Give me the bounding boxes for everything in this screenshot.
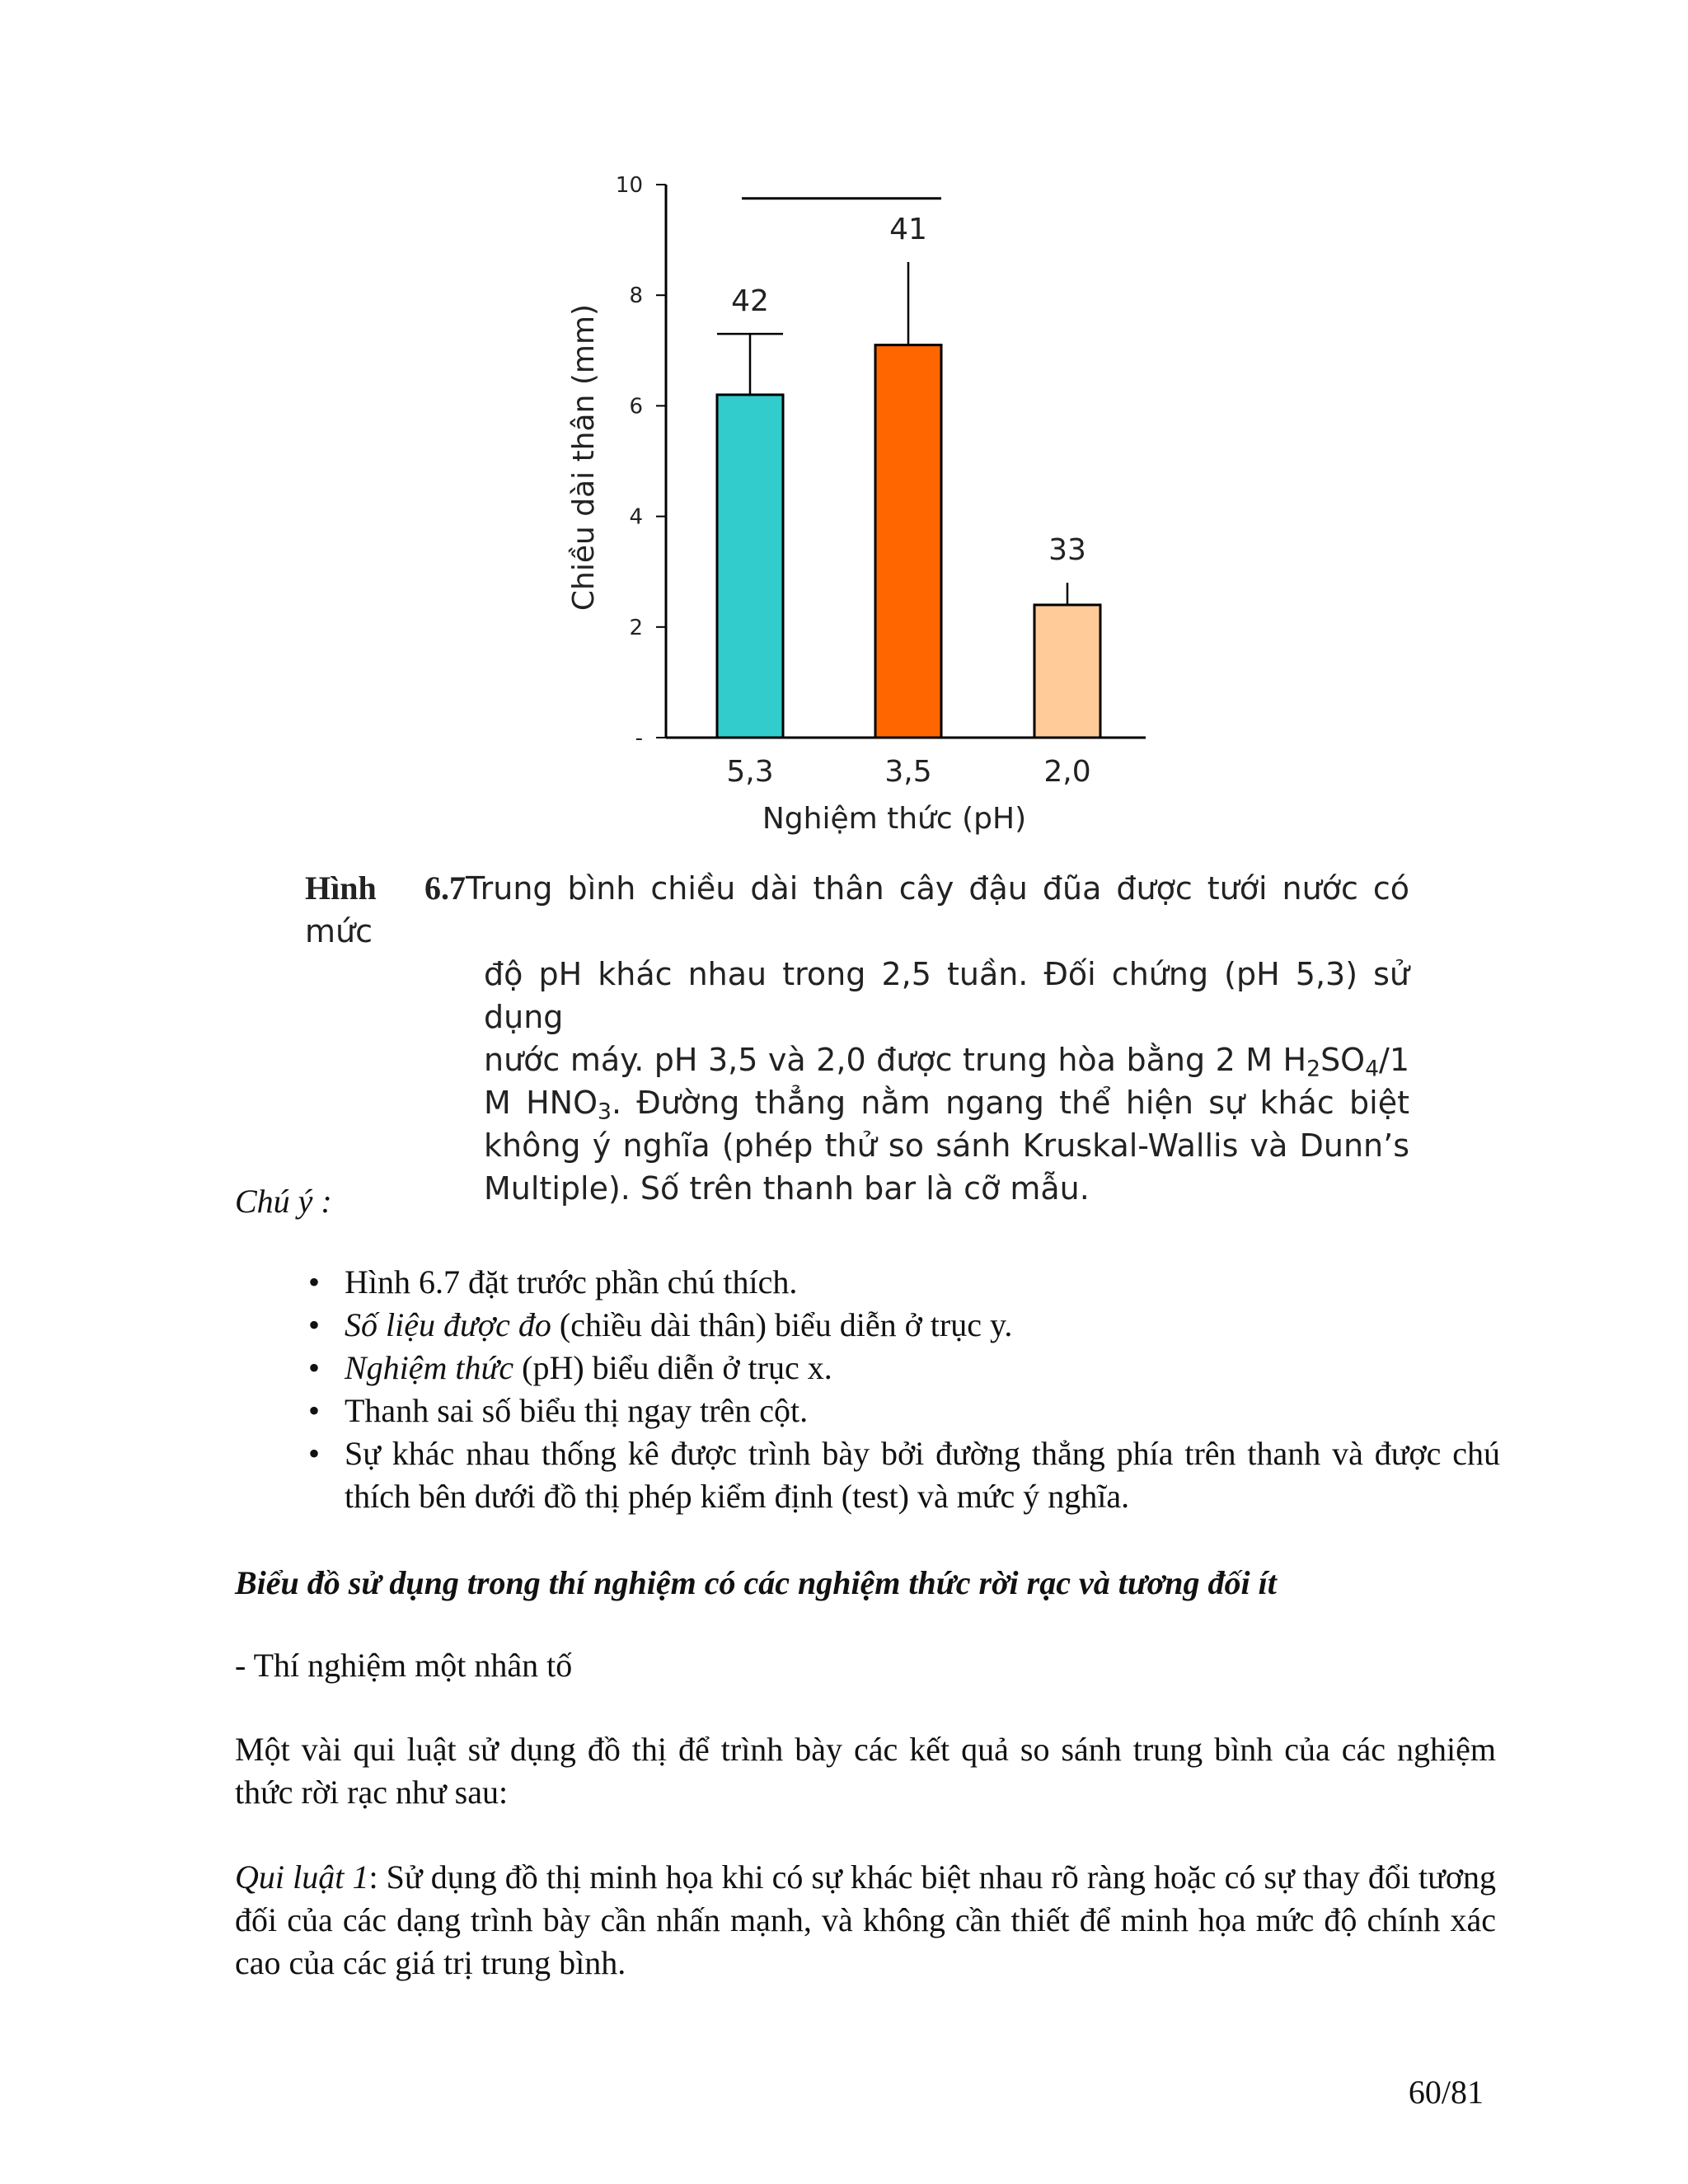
paragraph-1: Một vài qui luật sử dụng đồ thị để trình bày các kết quả so sánh trung bình của các nghiệm thức rời rạc như sau: — [235, 1731, 1496, 1811]
y-tick-label: 6 — [629, 394, 643, 419]
paragraph-rule-1 — [235, 1856, 1496, 1985]
caption-line-4: M $HNO_3$. Đường thẳng nằm ngang thể hiện sự khác biệt — [484, 1085, 1409, 1125]
chart-bars — [717, 262, 1100, 738]
list-item: • Thanh sai số biểu thị ngay trên cột. — [305, 1390, 1500, 1432]
sample-size-label: 42 — [731, 284, 769, 319]
subheading: - Thí nghiệm một nhân tố — [235, 1647, 573, 1684]
notes-list — [305, 1261, 1500, 1518]
caption-lead: Hình 6.7 — [305, 869, 466, 907]
x-tick-label: 2,0 — [1043, 755, 1091, 789]
caption-line-3: nước máy. pH 3,5 và 2,0 được trung hòa bằng 2 M $H_2SO_4/1$ — [484, 1042, 1409, 1082]
x-axis-label: Nghiệm thức (pH) — [762, 802, 1027, 836]
sample-size-label: 41 — [889, 212, 927, 246]
rule-1-label: Qui luật 1 — [235, 1858, 369, 1896]
rule-1-text: : Sử dụng đồ thị minh họa khi có sự khác biệt nhau rõ ràng hoặc có sự thay đổi tương đối của các dạng trình bày cần nhấn mạnh, và không cần thiết để minh họa mức độ chính xác cao của các giá trị trung bình. — [235, 1858, 1496, 1981]
y-tick-label: 4 — [629, 504, 643, 530]
x-tick-label: 5,3 — [726, 755, 774, 789]
bar — [1034, 605, 1100, 738]
list-item: • Sự khác nhau thống kê được trình bày bởi đường thẳng phía trên thanh và được chú thích bên dưới đồ thị phép kiểm định (test) và mức ý nghĩa. — [305, 1432, 1500, 1518]
y-tick-label: 8 — [629, 284, 643, 309]
y-axis-label: Chiều dài thân (mm) — [567, 303, 601, 612]
y-tick-label: - — [635, 726, 643, 751]
caption-line-5: không ý nghĩa (phép thử so sánh Kruskal-Wallis và Dunn’s — [484, 1127, 1409, 1164]
list-item: • Nghiệm thức (pH) biểu diễn ở trục x. — [305, 1347, 1500, 1390]
figure-caption — [305, 867, 1409, 1210]
y-tick-label: 2 — [629, 615, 643, 640]
x-tick-label: 3,5 — [884, 755, 932, 789]
caption-line-2: độ pH khác nhau trong 2,5 tuần. Đối chứng (pH 5,3) sử dụng — [484, 956, 1409, 1035]
bar-chart — [0, 0, 1688, 857]
page-number: 60/81 — [1408, 2074, 1484, 2111]
note-label: Chú ý : — [235, 1183, 332, 1220]
section-heading: Biểu đồ sử dụng trong thí nghiệm có các nghiệm thức rời rạc và tương đối ít — [235, 1564, 1277, 1601]
list-item: • Hình 6.7 đặt trước phần chú thích. — [305, 1261, 1500, 1304]
bar — [875, 345, 941, 738]
sample-size-label: 33 — [1048, 533, 1086, 568]
caption-line-6: Multiple). Số trên thanh bar là cỡ mẫu. — [484, 1170, 1090, 1207]
y-tick-label: 10 — [615, 173, 643, 198]
caption-line-1: Trung bình chiều dài thân cây đậu đũa được tưới nước có mức — [305, 870, 1409, 949]
bar — [717, 395, 783, 738]
list-item: • Số liệu được đo (chiều dài thân) biểu diễn ở trục y. — [305, 1304, 1500, 1347]
